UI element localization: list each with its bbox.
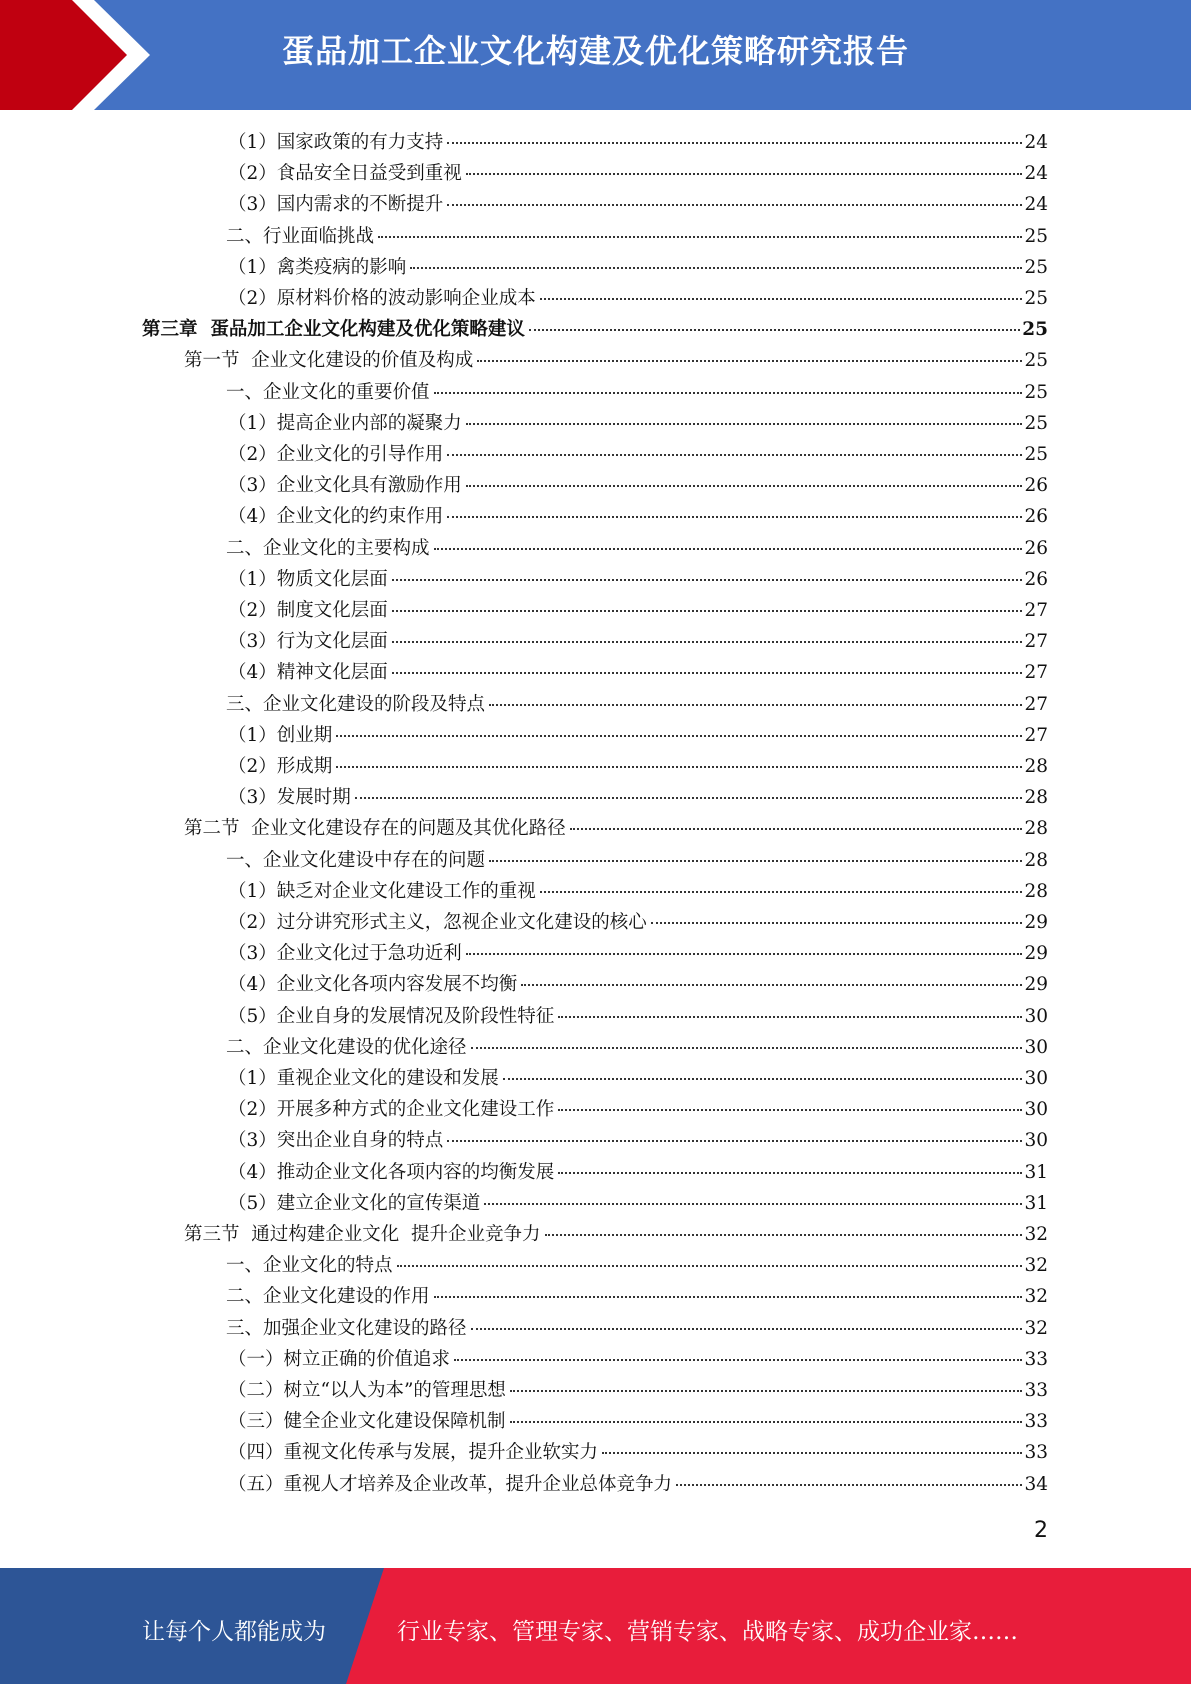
toc-leader-dots [447,204,1022,206]
toc-entry[interactable] [228,627,1048,657]
header-title: 蛋品加工企业文化构建及优化策略研究报告 [281,32,909,70]
toc-entry[interactable] [228,1345,1048,1375]
toc-entry-title: 一、企业文化的特点 [226,1255,393,1277]
toc-entry[interactable] [228,783,1048,813]
toc-leader-dots [410,267,1022,269]
toc-entry-page: 25 [1024,288,1048,309]
toc-entry[interactable] [228,1126,1048,1156]
footer-slogan-right: 行业专家、管理专家、营销专家、战略专家、成功企业家…… [397,1619,1018,1645]
toc-leader-dots [454,1359,1022,1361]
toc-entry-page: 31 [1024,1161,1048,1183]
toc-entry-title: （二）树立“以人为本”的管理思想 [228,1380,506,1401]
toc-entry-page: 28 [1024,849,1048,871]
toc-entry-title: （5）建立企业文化的宣传渠道 [228,1192,481,1214]
toc-entry[interactable] [228,908,1048,938]
toc-leader-dots [489,704,1022,706]
toc-entry-title: （2）原材料价格的波动影响企业成本 [228,288,536,309]
toc-entry-title: （3）企业文化具有激励作用 [228,475,462,497]
toc-leader-dots [434,392,1023,394]
toc-entry-page: 24 [1024,132,1048,153]
page-number: 2 [1034,1518,1048,1543]
toc-entry-title: 一、企业文化的重要价值 [226,381,430,403]
toc-entry[interactable] [228,752,1048,782]
toc-entry-page: 27 [1024,600,1048,621]
toc-entry-title: （1）国家政策的有力支持 [228,132,444,153]
toc-leader-dots [392,579,1023,581]
toc-entry-page: 28 [1024,787,1048,809]
toc-entry-title: 二、企业文化建设的优化途径 [226,1036,467,1058]
toc-entry-page: 28 [1024,818,1048,840]
toc-entry-page: 34 [1024,1473,1048,1495]
toc-entry-title: （4）企业文化各项内容发展不均衡 [228,974,518,996]
toc-entry-page: 28 [1024,880,1048,902]
toc-entry-page: 27 [1024,724,1048,746]
toc-entry-title: （4）推动企业文化各项内容的均衡发展 [228,1161,555,1183]
toc-entry[interactable] [228,1438,1048,1468]
toc-entry[interactable] [228,128,1048,158]
toc-entry-title: 第三节 通过构建企业文化 提升企业竞争力 [184,1224,541,1245]
toc-entry-title: （五）重视人才培养及企业改革，提升企业总体竞争力 [228,1473,673,1495]
toc-entry-page: 32 [1024,1317,1048,1339]
toc-entry-page: 30 [1024,1068,1048,1089]
toc-entry-page: 25 [1022,319,1048,341]
toc-entry[interactable] [228,253,1048,283]
toc-entry-title: （3）企业文化过于急功近利 [228,943,462,965]
toc-entry-title: （四）重视文化传承与发展，提升企业软实力 [228,1442,599,1464]
toc-entry-page: 31 [1024,1192,1048,1214]
toc-entry[interactable] [228,877,1048,907]
toc-entry[interactable] [228,502,1048,532]
toc-leader-dots [447,454,1022,456]
toc-entry-page: 30 [1024,1005,1048,1027]
toc-entry-page: 25 [1024,444,1048,465]
toc-entry-title: （3）国内需求的不断提升 [228,194,444,216]
toc-entry-title: 第三章 蛋品加工企业文化构建及优化策略建议 [142,319,525,341]
toc-entry-title: 一、企业文化建设中存在的问题 [226,849,486,871]
toc-entry-title: （3）发展时期 [228,787,351,809]
toc-entry-title: 二、企业文化的主要构成 [226,537,430,559]
toc-entry-page: 26 [1024,568,1048,590]
toc-leader-dots [392,641,1023,643]
toc-entry-title: （1）禽类疫病的影响 [228,256,407,278]
toc-leader-dots [477,360,1022,362]
toc-entry-title: （3）突出企业自身的特点 [228,1130,444,1152]
toc-entry-page: 33 [1024,1348,1048,1370]
toc-entry-title: 三、企业文化建设的阶段及特点 [226,693,486,715]
toc-leader-dots [503,1078,1023,1080]
toc-entry-title: （3）行为文化层面 [228,631,388,653]
toc-entry-page: 33 [1024,1442,1048,1464]
toc-leader-dots [434,1296,1023,1298]
toc-leader-dots [545,1234,1023,1236]
toc-entry-page: 30 [1024,1099,1048,1121]
toc-entry-title: （4）精神文化层面 [228,662,388,684]
toc-entry[interactable] [226,378,1048,408]
toc-entry-title: 三、加强企业文化建设的路径 [226,1317,467,1339]
toc-entry-page: 24 [1024,163,1048,185]
toc-entry[interactable] [228,970,1048,1000]
toc-entry[interactable] [228,190,1048,220]
toc-leader-dots [466,423,1023,425]
toc-entry-title: （三）健全企业文化建设保障机制 [228,1411,506,1433]
toc-entry-page: 28 [1024,756,1048,777]
toc-entry[interactable] [228,440,1048,470]
toc-leader-dots [676,1484,1022,1486]
toc-entry-title: （2）企业文化的引导作用 [228,444,444,465]
toc-entry[interactable] [228,1470,1048,1500]
toc-entry-title: （2）形成期 [228,756,333,777]
toc-entry-page: 27 [1024,693,1048,715]
toc-entry-page: 25 [1024,381,1048,403]
toc-leader-dots [558,1109,1022,1111]
toc-leader-dots [471,1047,1023,1049]
toc-leader-dots [484,1203,1022,1205]
toc-entry-title: （1）创业期 [228,724,333,746]
toc-entry[interactable] [228,1376,1048,1406]
toc-entry[interactable] [228,596,1048,626]
toc-entry-page: 30 [1024,1036,1048,1058]
toc-entry-title: 第二节 企业文化建设存在的问题及其优化路径 [184,818,566,840]
toc-entry-title: （2）食品安全日益受到重视 [228,163,462,185]
toc-leader-dots [392,610,1023,612]
toc-entry[interactable] [228,1158,1048,1188]
toc-leader-dots [529,329,1020,331]
toc-entry-page: 26 [1024,506,1048,528]
toc-leader-dots [570,828,1023,830]
toc-leader-dots [510,1390,1023,1392]
page-header [0,0,1191,110]
toc-leader-dots [447,516,1022,518]
toc-entry-title: 第一节 企业文化建设的价值及构成 [184,350,474,372]
toc-entry[interactable] [228,284,1048,314]
toc-entry[interactable] [226,1251,1048,1281]
toc-leader-dots [521,984,1022,986]
toc-leader-dots [489,860,1022,862]
toc-entry-page: 30 [1024,1130,1048,1152]
toc-entry[interactable] [228,1407,1048,1437]
toc-entry-page: 32 [1024,1255,1048,1277]
toc-leader-dots [540,891,1023,893]
toc-leader-dots [540,298,1023,300]
toc-entry-page: 26 [1024,537,1048,559]
footer-slogan-left: 让每个人都能成为 [142,1619,326,1645]
toc-entry[interactable] [226,222,1048,252]
toc-entry-page: 24 [1024,194,1048,216]
toc-leader-dots [558,1172,1022,1174]
toc-leader-dots [466,953,1023,955]
toc-entry-title: （1）缺乏对企业文化建设工作的重视 [228,880,536,902]
toc-leader-dots [397,1265,1023,1267]
toc-entry-page: 27 [1024,631,1048,653]
toc-entry[interactable] [228,721,1048,751]
toc-entry[interactable] [228,658,1048,688]
toc-entry[interactable] [226,534,1048,564]
toc-entry[interactable] [228,1189,1048,1219]
toc-entry[interactable] [226,1033,1048,1063]
toc-leader-dots [651,922,1023,924]
toc-entry-page: 26 [1024,475,1048,497]
toc-entry[interactable] [184,1220,1048,1250]
toc-entry-page: 29 [1024,912,1048,933]
toc-entry[interactable] [228,1064,1048,1094]
toc-entry[interactable] [226,690,1048,720]
toc-leader-dots [378,236,1022,238]
toc-entry-title: （1）重视企业文化的建设和发展 [228,1068,499,1089]
toc-entry[interactable] [142,315,1048,345]
toc-entry[interactable] [184,346,1048,376]
toc-entry[interactable] [228,939,1048,969]
toc-entry-page: 25 [1024,350,1048,372]
toc-leader-dots [471,1328,1023,1330]
toc-leader-dots [434,548,1023,550]
toc-entry[interactable] [184,814,1048,844]
toc-leader-dots [447,142,1022,144]
toc-leader-dots [447,1140,1022,1142]
toc-leader-dots [510,1421,1023,1423]
toc-entry-page: 27 [1024,662,1048,684]
toc-entry-page: 25 [1024,256,1048,278]
toc-entry-title: （2）制度文化层面 [228,600,388,621]
toc-entry[interactable] [228,159,1048,189]
toc-leader-dots [392,672,1023,674]
toc-leader-dots [558,1016,1022,1018]
toc-entry-title: （2）开展多种方式的企业文化建设工作 [228,1099,555,1121]
toc-entry-page: 33 [1024,1411,1048,1433]
toc-entry-page: 25 [1024,225,1048,247]
toc-entry-title: （一）树立正确的价值追求 [228,1348,451,1370]
toc-entry-title: 二、行业面临挑战 [226,225,375,247]
toc-entry[interactable] [226,1282,1048,1312]
toc-leader-dots [355,797,1023,799]
toc-leader-dots [466,173,1023,175]
toc-entry-page: 32 [1024,1286,1048,1308]
toc-entry-page: 25 [1024,412,1048,434]
toc-entry[interactable] [228,1002,1048,1032]
toc-entry[interactable] [226,1314,1048,1344]
toc-entry[interactable] [228,565,1048,595]
toc-entry-title: （1）提高企业内部的凝聚力 [228,412,462,434]
toc-leader-dots [466,485,1023,487]
toc-entry[interactable] [228,471,1048,501]
toc-entry-page: 29 [1024,943,1048,965]
toc-entry-page: 33 [1024,1380,1048,1401]
toc-entry-title: （2）过分讲究形式主义，忽视企业文化建设的核心 [228,912,647,933]
toc-entry-page: 29 [1024,974,1048,996]
toc-entry-title: （1）物质文化层面 [228,568,388,590]
toc-entry-page: 32 [1024,1224,1048,1245]
toc-entry-title: （4）企业文化的约束作用 [228,506,444,528]
toc-entry-title: 二、企业文化建设的作用 [226,1286,430,1308]
toc-entry[interactable] [228,409,1048,439]
toc-entry[interactable] [228,1095,1048,1125]
toc-entry-title: （5）企业自身的发展情况及阶段性特征 [228,1005,555,1027]
toc-entry[interactable] [226,846,1048,876]
toc-leader-dots [602,1452,1022,1454]
toc-leader-dots [336,766,1022,768]
toc-leader-dots [336,735,1022,737]
